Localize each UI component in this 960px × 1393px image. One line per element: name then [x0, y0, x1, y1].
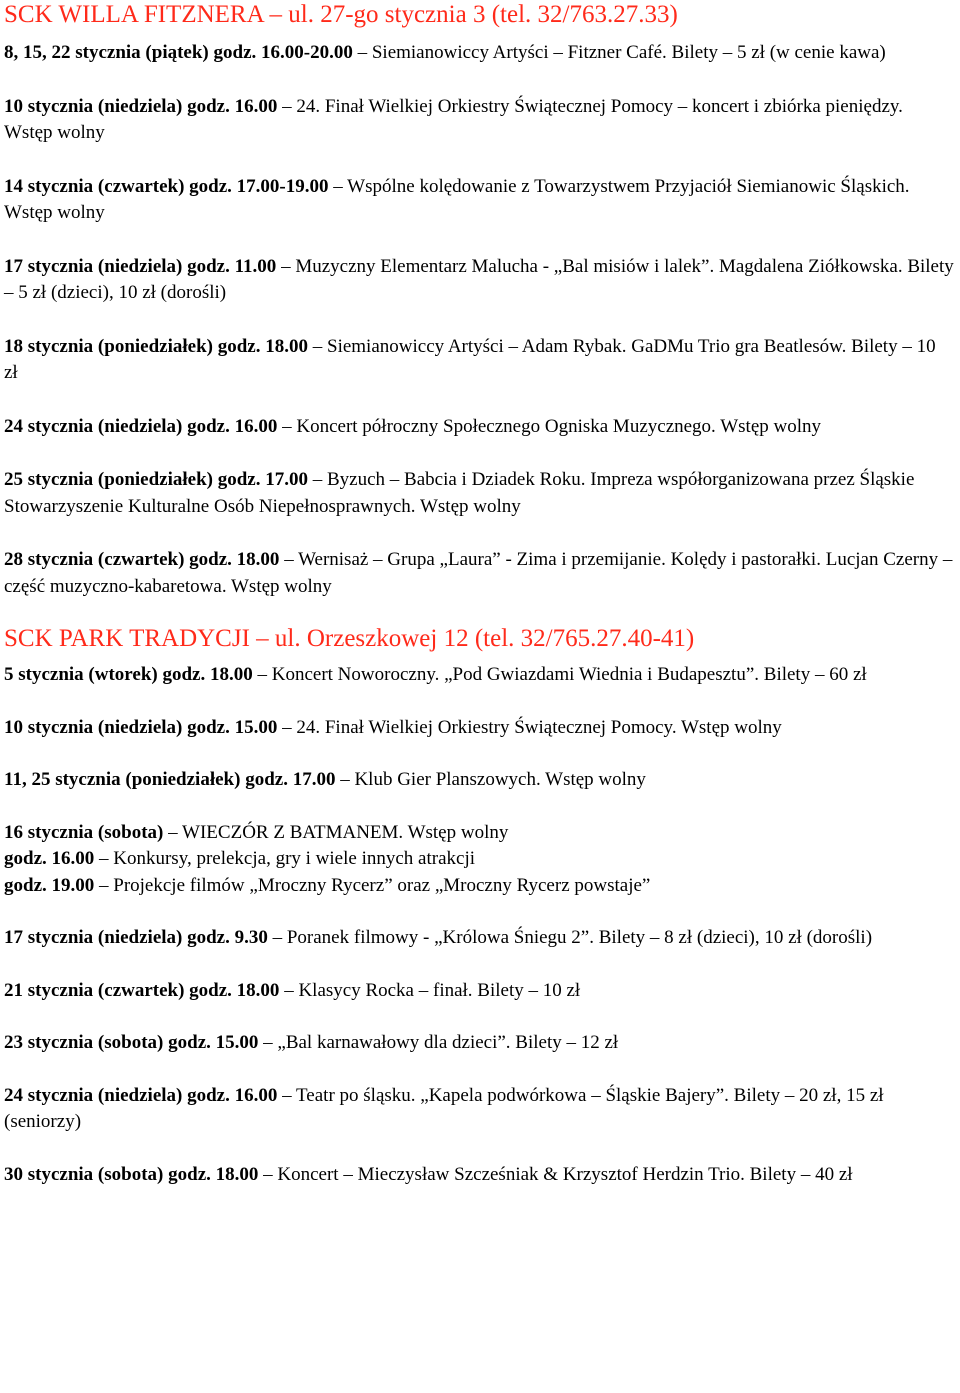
event-item — [4, 662, 954, 689]
event-date: 30 stycznia (sobota) godz. 18.00 — [4, 1163, 259, 1185]
event-time: godz. 16.00 — [4, 848, 95, 869]
event-date: 5 stycznia (wtorek) godz. 18.00 — [4, 664, 253, 685]
event-description: – „Bal karnawałowy dla dzieci”. Bilety – 12 zł — [258, 1032, 619, 1053]
event-sub-description: – Projekcje filmów „Mroczny Rycerz” oraz „Mroczny Rycerz powstaje” — [94, 874, 651, 896]
event-description: – Koncert półroczny Społecznego Ogniska Muzycznego. Wstęp wolny — [277, 415, 822, 437]
event-list-willa-fitznera — [4, 40, 954, 600]
event-item — [4, 254, 954, 307]
venue-heading-willa-fitznera: SCK WILLA FITZNERA – ul. 27-go stycznia 3 (tel. 32/763.27.33) — [4, 1, 678, 28]
event-sub-description: – Konkursy, prelekcja, gry i wiele innych atrakcji — [94, 848, 476, 869]
event-description: – Siemianowiccy Artyści – Adam Rybak. GaDMu Trio gra Beatlesów. Bilety – 10 zł — [4, 335, 936, 383]
event-item — [4, 94, 954, 147]
event-item — [4, 334, 954, 387]
event-item — [4, 547, 954, 600]
event-item — [4, 715, 954, 742]
event-description: – WIECZÓR Z BATMANEM. Wstęp wolny — [163, 821, 509, 843]
event-item — [4, 40, 954, 67]
event-item — [4, 1083, 954, 1136]
event-time: godz. 19.00 — [4, 874, 95, 896]
event-description: – 24. Finał Wielkiej Orkiestry Świątecznej Pomocy – koncert i zbiórka pieniędzy. Wstęp wolny — [4, 95, 903, 143]
event-sub-line — [4, 873, 954, 900]
event-description: – Wernisaż – Grupa „Laura” - Zima i przemijanie. Kolędy i pastorałki. Lucjan Czerny – część muzyczno-kabaretowa. Wstęp wolny — [4, 549, 953, 597]
event-sub-line — [4, 846, 954, 873]
event-date: 23 stycznia (sobota) godz. 15.00 — [4, 1032, 259, 1053]
event-description: – Teatr po śląsku. „Kapela podwórkowa – Śląskie Bajery”. Bilety – 20 zł, 15 zł (seniorzy) — [4, 1084, 884, 1132]
event-date: 14 stycznia (czwartek) godz. 17.00-19.00 — [4, 175, 329, 197]
event-description: – Koncert – Mieczysław Szcześniak & Krzysztof Herdzin Trio. Bilety – 40 zł — [258, 1163, 853, 1185]
event-date: 21 stycznia (czwartek) godz. 18.00 — [4, 979, 280, 1001]
event-description: – Siemianowiccy Artyści – Fitzner Café. Bilety – 5 zł (w cenie kawa) — [352, 42, 886, 63]
event-date: 24 stycznia (niedziela) godz. 16.00 — [4, 1084, 278, 1106]
event-date: 24 stycznia (niedziela) godz. 16.00 — [4, 415, 278, 437]
event-date: 17 stycznia (niedziela) godz. 9.30 — [4, 927, 268, 948]
event-item — [4, 467, 954, 520]
event-main-line — [4, 820, 954, 847]
event-date: 10 stycznia (niedziela) godz. 16.00 — [4, 95, 278, 117]
event-date: 28 stycznia (czwartek) godz. 18.00 — [4, 549, 280, 570]
event-description: – 24. Finał Wielkiej Orkiestry Świątecznej Pomocy. Wstęp wolny — [277, 716, 782, 738]
event-date: 17 stycznia (niedziela) godz. 11.00 — [4, 255, 277, 277]
event-item — [4, 925, 954, 952]
event-item — [4, 1162, 954, 1189]
event-item — [4, 174, 954, 227]
event-description: – Koncert Noworoczny. „Pod Gwiazdami Wiednia i Budapesztu”. Bilety – 60 zł — [252, 664, 867, 685]
event-date: 8, 15, 22 stycznia (piątek) godz. 16.00-20.00 — [4, 42, 353, 63]
event-description: – Wspólne kolędowanie z Towarzystwem Przyjaciół Siemianowic Śląskich. Wstęp wolny — [4, 175, 910, 223]
event-item — [4, 767, 954, 794]
venue-heading-park-tradycji: SCK PARK TRADYCJI – ul. Orzeszkowej 12 (tel. 32/765.27.40-41) — [4, 625, 695, 652]
event-list-park-tradycji — [4, 662, 954, 1188]
event-date: 25 stycznia (poniedziałek) godz. 17.00 — [4, 469, 308, 490]
event-date: 10 stycznia (niedziela) godz. 15.00 — [4, 716, 278, 738]
event-item — [4, 978, 954, 1005]
event-description: – Klub Gier Planszowych. Wstęp wolny — [335, 769, 646, 790]
event-description: – Muzyczny Elementarz Malucha - „Bal misiów i lalek”. Magdalena Ziółkowska. Bilety – 5 zł (dzieci), 10 zł (dorośli) — [4, 255, 954, 303]
event-item — [4, 1030, 954, 1057]
event-item-batman — [4, 820, 954, 900]
event-description: – Byzuch – Babcia i Dziadek Roku. Impreza współorganizowana przez Śląskie Stowarzyszenie Kulturalne Osób Niepełnosprawnych. Wstęp wolny — [4, 469, 915, 517]
event-date: 11, 25 stycznia (poniedziałek) godz. 17.00 — [4, 769, 336, 790]
event-item — [4, 414, 954, 441]
event-description: – Poranek filmowy - „Królowa Śniegu 2”. Bilety – 8 zł (dzieci), 10 zł (dorośli) — [267, 927, 873, 948]
event-date: 16 stycznia (sobota) — [4, 821, 164, 843]
event-description: – Klasycy Rocka – finał. Bilety – 10 zł — [279, 979, 581, 1001]
event-date: 18 stycznia (poniedziałek) godz. 18.00 — [4, 335, 308, 357]
